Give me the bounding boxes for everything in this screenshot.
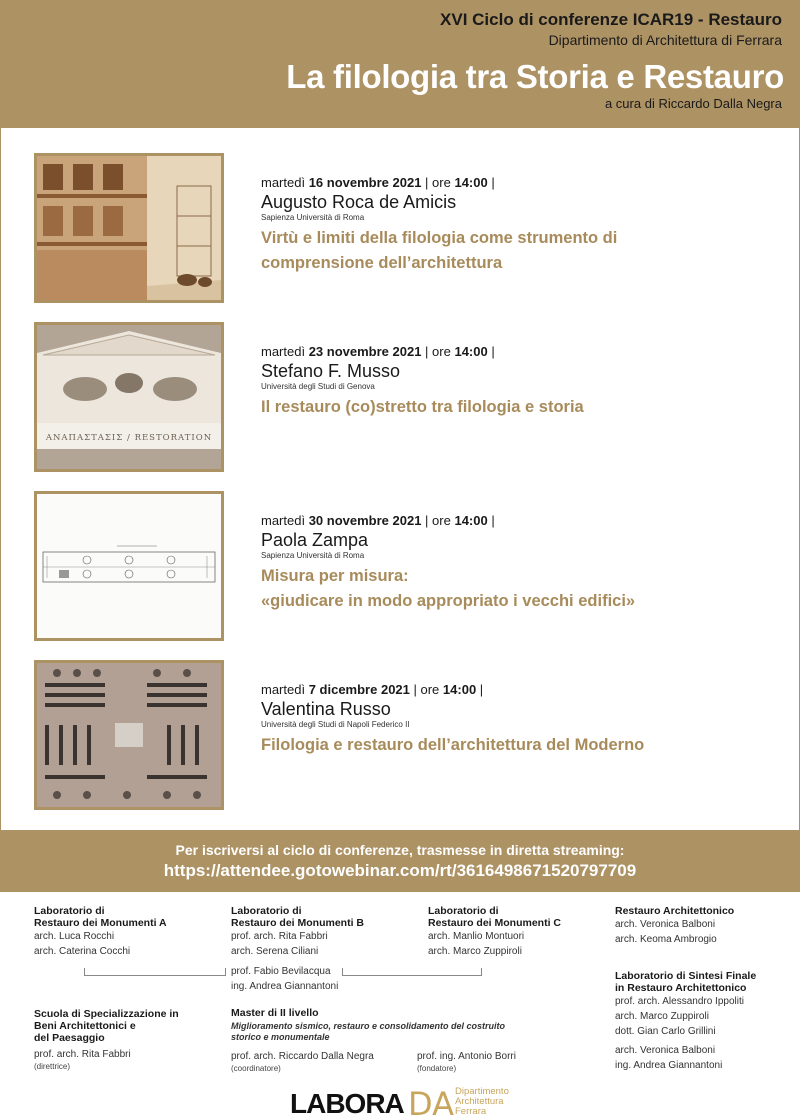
speaker-affiliation: Università degli Studi di Napoli Federico II [261,720,410,729]
da-logo-text: Dipartimento Architettura Ferrara [455,1086,509,1116]
talk-title: Il restauro (co)stretto tra filologia e storia [261,398,584,416]
lecture-4-info [261,682,781,758]
registration-band [0,830,800,892]
page-title: La filologia tra Storia e Restauro [286,58,784,95]
shared-teachers: prof. Fabio Bevilacqua ing. Andrea Giannantoni [231,966,339,992]
speaker-name: Paola Zampa [261,530,369,550]
cycle-title: XVI Ciclo di conferenze ICAR19 - Restauro [440,10,782,29]
registration-link[interactable]: https://attendee.gotowebinar.com/rt/3616498671520797709 [163,861,637,880]
speaker-affiliation: Sapienza Università di Roma [261,551,365,560]
lecture-date: martedì 16 novembre 2021 | ore 14:00 | [261,175,495,190]
da-logo: DA [408,1085,454,1116]
header-band [0,0,800,128]
lecture-date: martedì 7 dicembre 2021 | ore 14:00 | [261,682,484,697]
lecture-4 [0,660,800,810]
lecture-3-image [34,491,224,641]
lecture-1-image [34,153,224,303]
speaker-name: Valentina Russo [261,699,391,719]
talk-title: Virtù e limiti della filologia come strumento di comprensione dell’architettura [261,229,618,272]
lab-b-block: Laboratorio di Restauro dei Monumenti B prof. arch. Rita Fabbri arch. Serena Ciliani [231,905,365,957]
master-block: Master di II livello Miglioramento sismico, restauro e consolidamento del costruito storico e monumentale [231,1007,506,1042]
master-founder: prof. ing. Antonio Borri (fondatore) [417,1051,516,1073]
department-name: Dipartimento di Architettura di Ferrara [548,32,782,48]
master-coordinator: prof. arch. Riccardo Dalla Negra (coordinatore) [231,1051,374,1073]
lab-a-block: Laboratorio di Restauro dei Monumenti A arch. Luca Rocchi arch. Caterina Cocchi [34,905,167,957]
scuola-block: Scuola di Specializzazione in Beni Architettonici e del Paesaggio prof. arch. Rita Fabbri (direttrice) [34,1008,179,1071]
curated-by: a cura di Riccardo Dalla Negra [604,96,782,111]
registration-text: Per iscriversi al ciclo di conferenze, trasmesse in diretta streaming: [175,842,625,858]
talk-title: Misura per misura: «giudicare in modo appropriato i vecchi edifici» [261,567,636,610]
speaker-name: Stefano F. Musso [261,361,401,381]
lecture-2 [0,322,800,472]
labora-logo: LABORA [290,1088,404,1116]
lecture-date: martedì 30 novembre 2021 | ore 14:00 | [261,513,495,528]
speaker-affiliation: Università degli Studi di Genova [261,382,375,391]
lecture-date: martedì 23 novembre 2021 | ore 14:00 | [261,344,495,359]
lecture-3-info [261,513,781,614]
shared-bracket [84,968,226,976]
speaker-affiliation: Sapienza Università di Roma [261,213,365,222]
lecture-2-info [261,344,781,420]
lecture-1 [0,153,800,303]
lab-c-block: Laboratorio di Restauro dei Monumenti C arch. Manlio Montuori arch. Marco Zuppiroli [428,905,562,957]
lecture-4-image [34,660,224,810]
talk-title: Filologia e restauro dell’architettura del Moderno [261,736,645,754]
lecture-1-info [261,175,781,276]
lecture-3 [0,491,800,641]
restoration-inscription: ΑΝΑΠΑΣΤΑΣΙΣ / RESTORATION [45,433,213,443]
shared-bracket [342,968,482,976]
sintesi-block: Laboratorio di Sintesi Finale in Restauro Architettonico prof. arch. Alessandro Ippoliti arch. Marco Zuppiroli dott. Gian Carlo Grillini arch. Veronica Balboni ing. Andrea Giannantoni [615,970,757,1071]
restauro-block: Restauro Architettonico arch. Veronica Balboni arch. Keoma Ambrogio [615,905,735,945]
lecture-2-image [34,322,224,472]
speaker-name: Augusto Roca de Amicis [261,192,457,212]
